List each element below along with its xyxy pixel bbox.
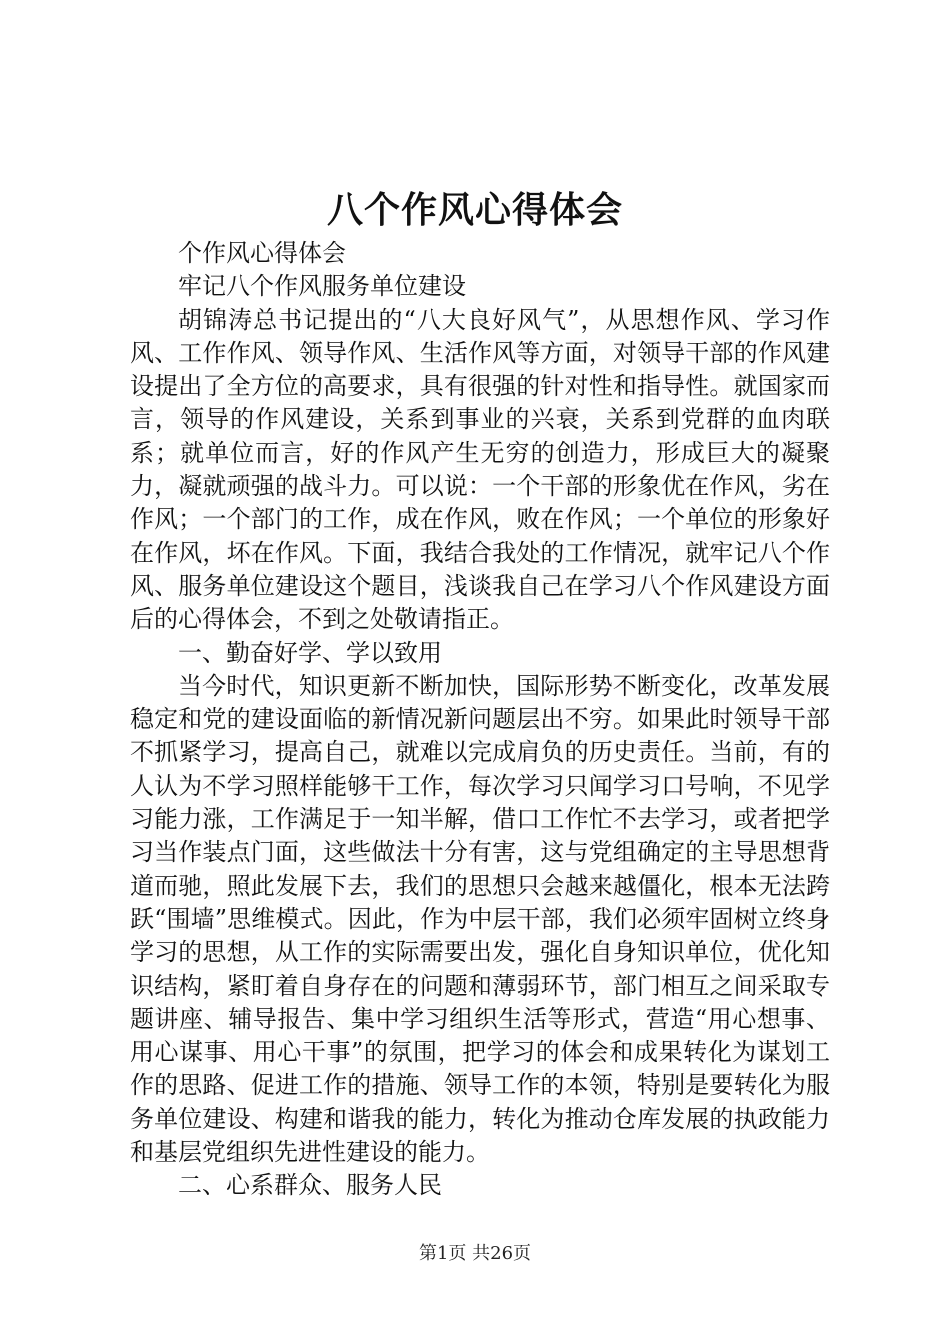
paragraph-subtitle: 个作风心得体会 (178, 239, 346, 267)
document-title: 八个作风心得体会 (326, 189, 623, 231)
paragraph-section-1: 当今时代，知识更新不断加快，国际形势不断变化，改革发展稳定和党的建设面临的新情况新问题层出不穷。如果此时领导干部不抓紧学习，提高自己，就难以完成肩负的历史责任。当前，有的人认为不学习照样能够干工作，每次学习只闻学习口号响，不见学习能力涨，工作满足于一知半解，借口工作忙不去学习，或者把学习当作装点门面，这些做法十分有害，这与党组确定的主导思想背道而驰，照此发展下去，我们的思想只会越来越僵化，根本无法跨跃“围墙”思维模式。因此，作为中层干部，我们必须牢固树立终身学习的思想，从工作的实际需要出发，强化自身知识单位，优化知识结构，紧盯着自身存在的问题和薄弱环节，部门相互之间采取专题讲座、辅导报告、集中学习组织生活等形式，营造“用心想事、用心谋事、用心干事”的氛围，把学习的体会和成果转化为谋划工作的思路、促进工作的措施、领导工作的本领，特别是要转化为服务单位建设、构建和谐我的能力，转化为推动仓库发展的执政能力和基层党组织先进性建设的能力。 (130, 671, 830, 1167)
page-footer: 第1页 共26页 (418, 1243, 532, 1264)
document-body (130, 237, 830, 1203)
paragraph-intro: 胡锦涛总书记提出的“八大良好风气”，从思想作风、学习作风、工作作风、领导作风、生活作风等方面，对领导干部的作风建设提出了全方位的高要求，具有很强的针对性和指导性。就国家而言，领导的作风建设，关系到事业的兴衰，关系到党群的血肉联系；就单位而言，好的作风产生无穷的创造力，形成巨大的凝聚力，凝就顽强的战斗力。可以说：一个干部的形象优在作风，劣在作风；一个部门的工作，成在作风，败在作风；一个单位的形象好在作风，坏在作风。下面，我结合我处的工作情况，就牢记八个作风、服务单位建设这个题目，浅谈我自己在学习八个作风建设方面后的心得体会，不到之处敬请指正。 (130, 305, 830, 634)
paragraph-topic: 牢记八个作风服务单位建设 (178, 272, 466, 301)
section-heading-1: 一、勤奋好学、学以致用 (178, 638, 442, 667)
section-heading-2: 二、心系群众、服务人民 (178, 1171, 442, 1200)
